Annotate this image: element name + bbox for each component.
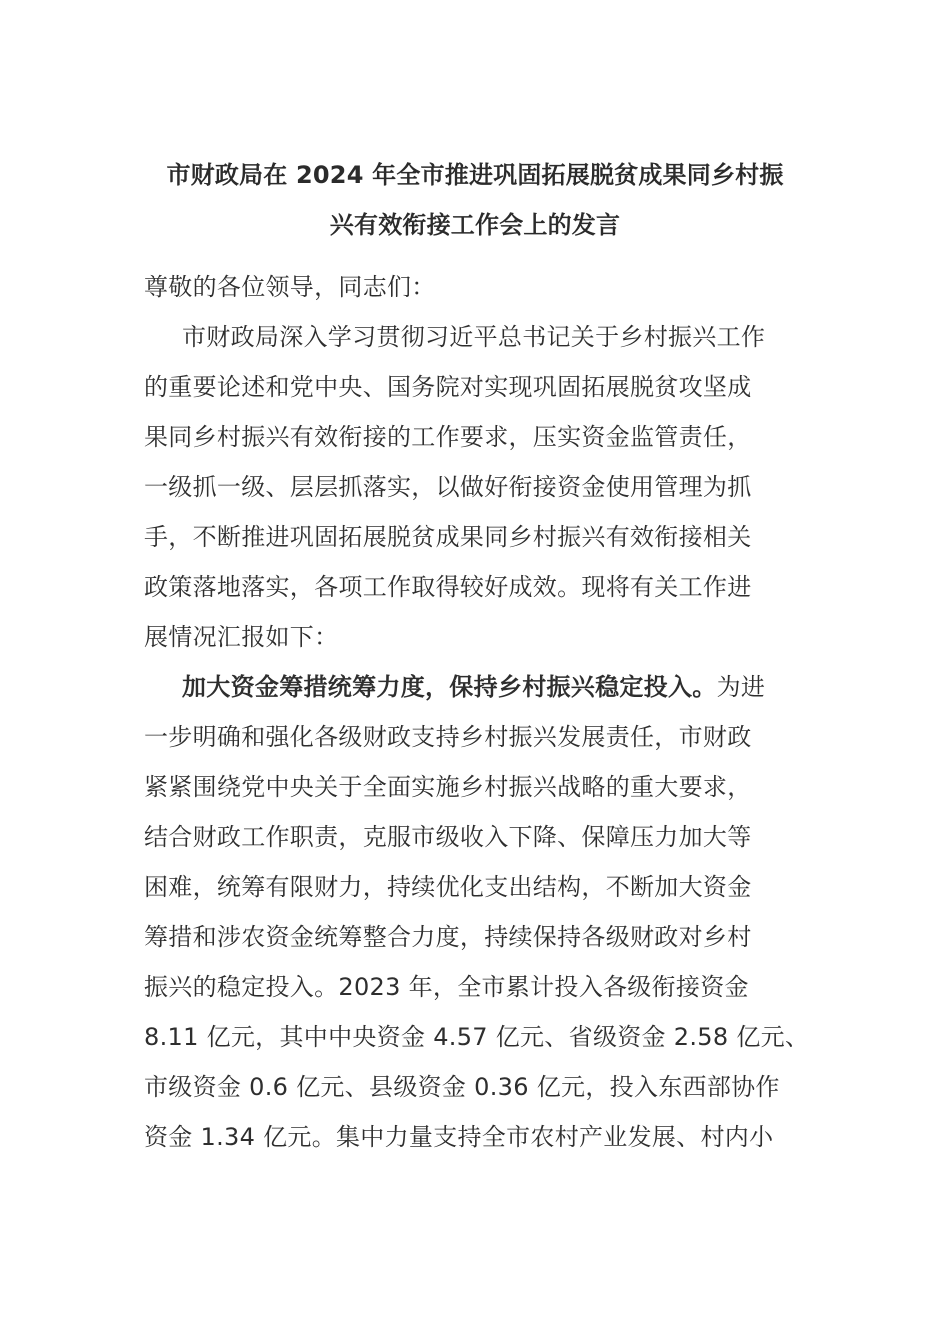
paragraph-line: 一步明确和强化各级财政支持乡村振兴发展责任，市财政 bbox=[144, 723, 752, 751]
paragraph-line: 困难，统筹有限财力，持续优化支出结构，不断加大资金 bbox=[144, 873, 752, 901]
paragraph-line: 的重要论述和党中央、国务院对实现巩固拓展脱贫攻坚成 bbox=[144, 373, 752, 401]
title-line-2: 兴有效衔接工作会上的发言 bbox=[329, 211, 621, 239]
document-title bbox=[140, 150, 810, 250]
paragraph-line: 一级抓一级、层层抓落实，以做好衔接资金使用管理为抓 bbox=[144, 473, 752, 501]
paragraph-line: 筹措和涉农资金统筹整合力度，持续保持各级财政对乡村 bbox=[144, 923, 752, 951]
paragraph-intro bbox=[144, 312, 824, 662]
paragraph-funding bbox=[144, 662, 824, 1162]
paragraph-line: 手，不断推进巩固拓展脱贫成果同乡村振兴有效衔接相关 bbox=[144, 523, 752, 551]
paragraph-line: 果同乡村振兴有效衔接的工作要求，压实资金监管责任， bbox=[144, 423, 752, 451]
document-body bbox=[144, 262, 824, 1162]
paragraph-line bbox=[144, 662, 824, 712]
paragraph-line: 紧紧围绕党中央关于全面实施乡村振兴战略的重大要求， bbox=[144, 773, 752, 801]
salutation: 尊敬的各位领导，同志们： bbox=[144, 273, 436, 301]
paragraph-line: 市财政局深入学习贯彻习近平总书记关于乡村振兴工作 bbox=[182, 323, 766, 351]
title-line-1: 市财政局在 2024 年全市推进巩固拓展脱贫成果同乡村振 bbox=[166, 161, 784, 189]
paragraph-line: 政策落地落实，各项工作取得较好成效。现将有关工作进 bbox=[144, 573, 752, 601]
paragraph-line: 资金 1.34 亿元。集中力量支持全市农村产业发展、村内小 bbox=[144, 1123, 774, 1151]
paragraph-line: 8.11 亿元，其中中央资金 4.57 亿元、省级资金 2.58 亿元、 bbox=[144, 1023, 810, 1051]
paragraph-line: 结合财政工作职责，克服市级收入下降、保障压力加大等 bbox=[144, 823, 752, 851]
paragraph-text: 为进 bbox=[716, 673, 766, 701]
section-heading: 加大资金筹措统筹力度，保持乡村振兴稳定投入。 bbox=[182, 673, 717, 701]
paragraph-line: 市级资金 0.6 亿元、县级资金 0.36 亿元，投入东西部协作 bbox=[144, 1073, 780, 1101]
paragraph-line: 展情况汇报如下： bbox=[144, 623, 339, 651]
paragraph-line: 振兴的稳定投入。2023 年，全市累计投入各级衔接资金 bbox=[144, 973, 749, 1001]
